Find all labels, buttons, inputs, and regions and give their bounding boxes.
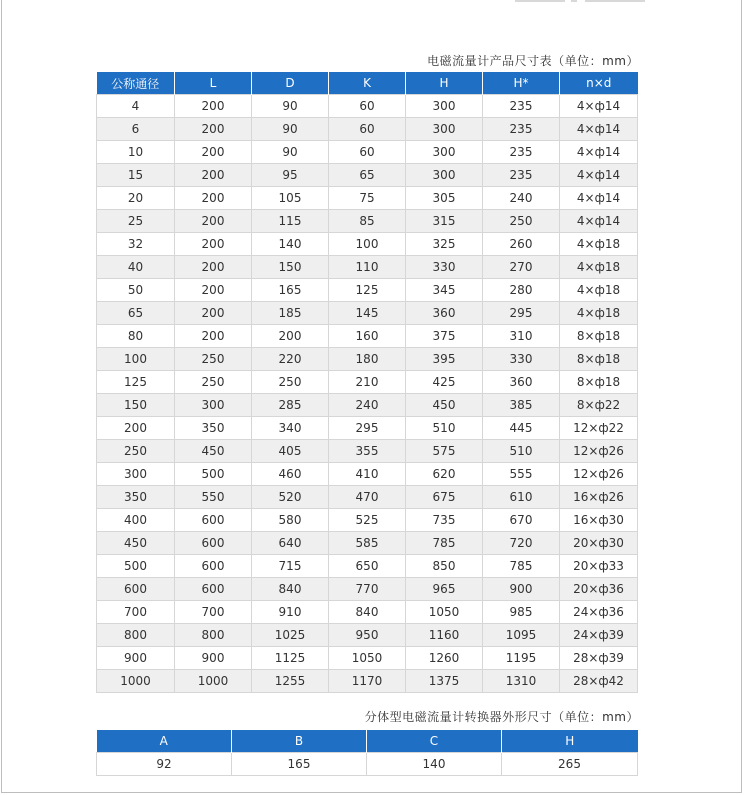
- table-cell: 20×ф30: [560, 532, 638, 555]
- table-cell: 520: [252, 486, 329, 509]
- table-cell: 200: [175, 141, 252, 164]
- table-cell: 75: [329, 187, 406, 210]
- table-cell: 80: [97, 325, 175, 348]
- table-row: [97, 187, 638, 210]
- table-cell: 4×ф14: [560, 210, 638, 233]
- table-cell: 180: [329, 348, 406, 371]
- header-h-star: H*: [483, 72, 560, 95]
- table-row: [97, 279, 638, 302]
- table-cell: 585: [329, 532, 406, 555]
- table-cell: 610: [483, 486, 560, 509]
- table-cell: 4×ф14: [560, 141, 638, 164]
- table-cell: 1195: [483, 647, 560, 670]
- table-cell: 965: [406, 578, 483, 601]
- spec-table-caption: 电磁流量计产品尺寸表（单位：mm）: [427, 54, 639, 68]
- table-cell: 60: [329, 118, 406, 141]
- table-cell: 250: [483, 210, 560, 233]
- table-cell: 4×ф18: [560, 256, 638, 279]
- table-cell: 105: [252, 187, 329, 210]
- table-cell: 500: [175, 463, 252, 486]
- table-cell: 950: [329, 624, 406, 647]
- table-cell: 115: [252, 210, 329, 233]
- header-h: H: [502, 730, 638, 753]
- table-cell: 470: [329, 486, 406, 509]
- table-cell: 450: [175, 440, 252, 463]
- table-cell: 510: [483, 440, 560, 463]
- table-cell: 715: [252, 555, 329, 578]
- table-cell: 1310: [483, 670, 560, 693]
- table-cell: 800: [175, 624, 252, 647]
- table-cell: 675: [406, 486, 483, 509]
- table-cell: 235: [483, 164, 560, 187]
- table-cell: 125: [97, 371, 175, 394]
- table-cell: 8×ф18: [560, 325, 638, 348]
- table-cell: 315: [406, 210, 483, 233]
- table-cell: 90: [252, 95, 329, 118]
- table-cell: 985: [483, 601, 560, 624]
- table-cell: 270: [483, 256, 560, 279]
- table-cell: 4×ф18: [560, 302, 638, 325]
- table-cell: 65: [97, 302, 175, 325]
- table-cell: 24×ф39: [560, 624, 638, 647]
- table-row: [97, 302, 638, 325]
- table-cell: 1170: [329, 670, 406, 693]
- table-cell: 330: [406, 256, 483, 279]
- table-cell: 400: [97, 509, 175, 532]
- converter-table-header-row: [97, 730, 638, 753]
- table-cell: 200: [175, 279, 252, 302]
- table-cell: 700: [97, 601, 175, 624]
- table-cell: 100: [97, 348, 175, 371]
- converter-table: [96, 730, 638, 776]
- table-cell: 200: [175, 233, 252, 256]
- table-row: [97, 555, 638, 578]
- table-cell: 40: [97, 256, 175, 279]
- table-cell: 200: [175, 256, 252, 279]
- table-cell: 1050: [406, 601, 483, 624]
- header-h: H: [406, 72, 483, 95]
- table-cell: 90: [252, 141, 329, 164]
- table-cell: 32: [97, 233, 175, 256]
- table-cell: 250: [97, 440, 175, 463]
- table-row: [97, 753, 638, 776]
- table-cell: 800: [97, 624, 175, 647]
- table-row: [97, 532, 638, 555]
- table-cell: 555: [483, 463, 560, 486]
- table-cell: 1000: [97, 670, 175, 693]
- table-cell: 160: [329, 325, 406, 348]
- table-cell: 450: [406, 394, 483, 417]
- table-cell: 900: [97, 647, 175, 670]
- table-cell: 600: [175, 555, 252, 578]
- table-cell: 735: [406, 509, 483, 532]
- table-row: [97, 325, 638, 348]
- table-row: [97, 670, 638, 693]
- header-k: K: [329, 72, 406, 95]
- table-row: [97, 578, 638, 601]
- table-cell: 220: [252, 348, 329, 371]
- table-cell: 1260: [406, 647, 483, 670]
- table-cell: 235: [483, 141, 560, 164]
- table-cell: 12×ф22: [560, 417, 638, 440]
- spec-table: [96, 72, 638, 693]
- table-cell: 8×ф18: [560, 348, 638, 371]
- table-cell: 250: [175, 371, 252, 394]
- table-cell: 65: [329, 164, 406, 187]
- table-cell: 20×ф36: [560, 578, 638, 601]
- table-cell: 250: [175, 348, 252, 371]
- header-c: C: [367, 730, 502, 753]
- header-n-x-d: n×d: [560, 72, 638, 95]
- table-cell: 1025: [252, 624, 329, 647]
- table-cell: 405: [252, 440, 329, 463]
- table-cell: 575: [406, 440, 483, 463]
- table-cell: 235: [483, 95, 560, 118]
- table-cell: 25: [97, 210, 175, 233]
- table-cell: 200: [175, 95, 252, 118]
- table-cell: 785: [406, 532, 483, 555]
- table-cell: 600: [175, 532, 252, 555]
- table-cell: 6: [97, 118, 175, 141]
- table-cell: 145: [329, 302, 406, 325]
- table-cell: 1000: [175, 670, 252, 693]
- table-cell: 340: [252, 417, 329, 440]
- table-cell: 285: [252, 394, 329, 417]
- table-cell: 200: [175, 187, 252, 210]
- table-cell: 4×ф14: [560, 95, 638, 118]
- table-cell: 450: [97, 532, 175, 555]
- table-cell: 900: [483, 578, 560, 601]
- table-cell: 95: [252, 164, 329, 187]
- table-cell: 785: [483, 555, 560, 578]
- table-cell: 385: [483, 394, 560, 417]
- table-row: [97, 141, 638, 164]
- table-cell: 650: [329, 555, 406, 578]
- table-cell: 355: [329, 440, 406, 463]
- table-cell: 90: [252, 118, 329, 141]
- table-cell: 600: [97, 578, 175, 601]
- table-cell: 240: [483, 187, 560, 210]
- table-cell: 510: [406, 417, 483, 440]
- table-row: [97, 463, 638, 486]
- table-cell: 250: [252, 371, 329, 394]
- table-cell: 360: [406, 302, 483, 325]
- table-cell: 28×ф42: [560, 670, 638, 693]
- table-cell: 140: [367, 753, 502, 776]
- table-cell: 125: [329, 279, 406, 302]
- table-cell: 850: [406, 555, 483, 578]
- table-cell: 260: [483, 233, 560, 256]
- table-cell: 305: [406, 187, 483, 210]
- table-cell: 1160: [406, 624, 483, 647]
- table-row: [97, 486, 638, 509]
- table-cell: 410: [329, 463, 406, 486]
- table-row: [97, 348, 638, 371]
- table-cell: 85: [329, 210, 406, 233]
- table-cell: 280: [483, 279, 560, 302]
- table-cell: 375: [406, 325, 483, 348]
- table-cell: 525: [329, 509, 406, 532]
- table-cell: 300: [97, 463, 175, 486]
- table-cell: 12×ф26: [560, 463, 638, 486]
- table-cell: 8×ф18: [560, 371, 638, 394]
- table-cell: 140: [252, 233, 329, 256]
- table-cell: 770: [329, 578, 406, 601]
- table-cell: 50: [97, 279, 175, 302]
- table-row: [97, 256, 638, 279]
- table-row: [97, 440, 638, 463]
- table-cell: 1375: [406, 670, 483, 693]
- table-cell: 910: [252, 601, 329, 624]
- table-cell: 200: [252, 325, 329, 348]
- spec-table-header-row: [97, 72, 638, 95]
- table-cell: 345: [406, 279, 483, 302]
- table-row: [97, 210, 638, 233]
- table-cell: 300: [175, 394, 252, 417]
- table-cell: 425: [406, 371, 483, 394]
- table-cell: 360: [483, 371, 560, 394]
- table-row: [97, 394, 638, 417]
- table-cell: 1095: [483, 624, 560, 647]
- table-cell: 200: [175, 164, 252, 187]
- table-cell: 110: [329, 256, 406, 279]
- header-a: A: [97, 730, 232, 753]
- table-cell: 840: [252, 578, 329, 601]
- table-cell: 720: [483, 532, 560, 555]
- table-cell: 460: [252, 463, 329, 486]
- table-cell: 670: [483, 509, 560, 532]
- header-d: D: [252, 72, 329, 95]
- table-cell: 4: [97, 95, 175, 118]
- table-cell: 395: [406, 348, 483, 371]
- table-cell: 4×ф14: [560, 164, 638, 187]
- table-cell: 4×ф18: [560, 279, 638, 302]
- table-cell: 150: [97, 394, 175, 417]
- header-nominal-diameter: 公称通径: [97, 72, 175, 95]
- table-cell: 1050: [329, 647, 406, 670]
- table-cell: 210: [329, 371, 406, 394]
- table-cell: 295: [483, 302, 560, 325]
- table-row: [97, 164, 638, 187]
- table-cell: 200: [175, 210, 252, 233]
- table-cell: 150: [252, 256, 329, 279]
- table-cell: 60: [329, 95, 406, 118]
- table-cell: 24×ф36: [560, 601, 638, 624]
- table-cell: 4×ф14: [560, 118, 638, 141]
- table-row: [97, 95, 638, 118]
- table-cell: 185: [252, 302, 329, 325]
- table-cell: 1125: [252, 647, 329, 670]
- table-cell: 700: [175, 601, 252, 624]
- table-cell: 92: [97, 753, 232, 776]
- header-b: B: [232, 730, 367, 753]
- top-edge-fragment: [515, 0, 645, 3]
- table-row: [97, 624, 638, 647]
- table-cell: 200: [175, 302, 252, 325]
- table-cell: 20: [97, 187, 175, 210]
- table-row: [97, 233, 638, 256]
- table-cell: 15: [97, 164, 175, 187]
- table-row: [97, 118, 638, 141]
- table-cell: 28×ф39: [560, 647, 638, 670]
- table-cell: 165: [232, 753, 367, 776]
- table-cell: 580: [252, 509, 329, 532]
- table-cell: 300: [406, 95, 483, 118]
- table-cell: 10: [97, 141, 175, 164]
- table-cell: 840: [329, 601, 406, 624]
- table-cell: 550: [175, 486, 252, 509]
- table-cell: 16×ф26: [560, 486, 638, 509]
- table-cell: 350: [97, 486, 175, 509]
- table-cell: 8×ф22: [560, 394, 638, 417]
- table-cell: 60: [329, 141, 406, 164]
- table-cell: 300: [406, 141, 483, 164]
- table-row: [97, 371, 638, 394]
- table-cell: 165: [252, 279, 329, 302]
- header-l: L: [175, 72, 252, 95]
- table-cell: 300: [406, 118, 483, 141]
- table-cell: 900: [175, 647, 252, 670]
- table-cell: 20×ф33: [560, 555, 638, 578]
- table-cell: 200: [175, 325, 252, 348]
- table-row: [97, 417, 638, 440]
- table-cell: 12×ф26: [560, 440, 638, 463]
- table-cell: 350: [175, 417, 252, 440]
- table-cell: 200: [97, 417, 175, 440]
- table-cell: 200: [175, 118, 252, 141]
- table-cell: 310: [483, 325, 560, 348]
- converter-table-caption: 分体型电磁流量计转换器外形尺寸（单位：mm）: [364, 710, 639, 724]
- table-cell: 4×ф14: [560, 187, 638, 210]
- table-row: [97, 509, 638, 532]
- table-cell: 640: [252, 532, 329, 555]
- table-cell: 600: [175, 509, 252, 532]
- table-row: [97, 647, 638, 670]
- table-cell: 265: [502, 753, 638, 776]
- table-cell: 600: [175, 578, 252, 601]
- table-cell: 16×ф30: [560, 509, 638, 532]
- table-cell: 100: [329, 233, 406, 256]
- table-cell: 4×ф18: [560, 233, 638, 256]
- table-cell: 240: [329, 394, 406, 417]
- table-cell: 325: [406, 233, 483, 256]
- table-cell: 445: [483, 417, 560, 440]
- table-cell: 620: [406, 463, 483, 486]
- table-cell: 295: [329, 417, 406, 440]
- table-cell: 1255: [252, 670, 329, 693]
- table-cell: 300: [406, 164, 483, 187]
- table-row: [97, 601, 638, 624]
- table-cell: 235: [483, 118, 560, 141]
- table-cell: 330: [483, 348, 560, 371]
- table-cell: 500: [97, 555, 175, 578]
